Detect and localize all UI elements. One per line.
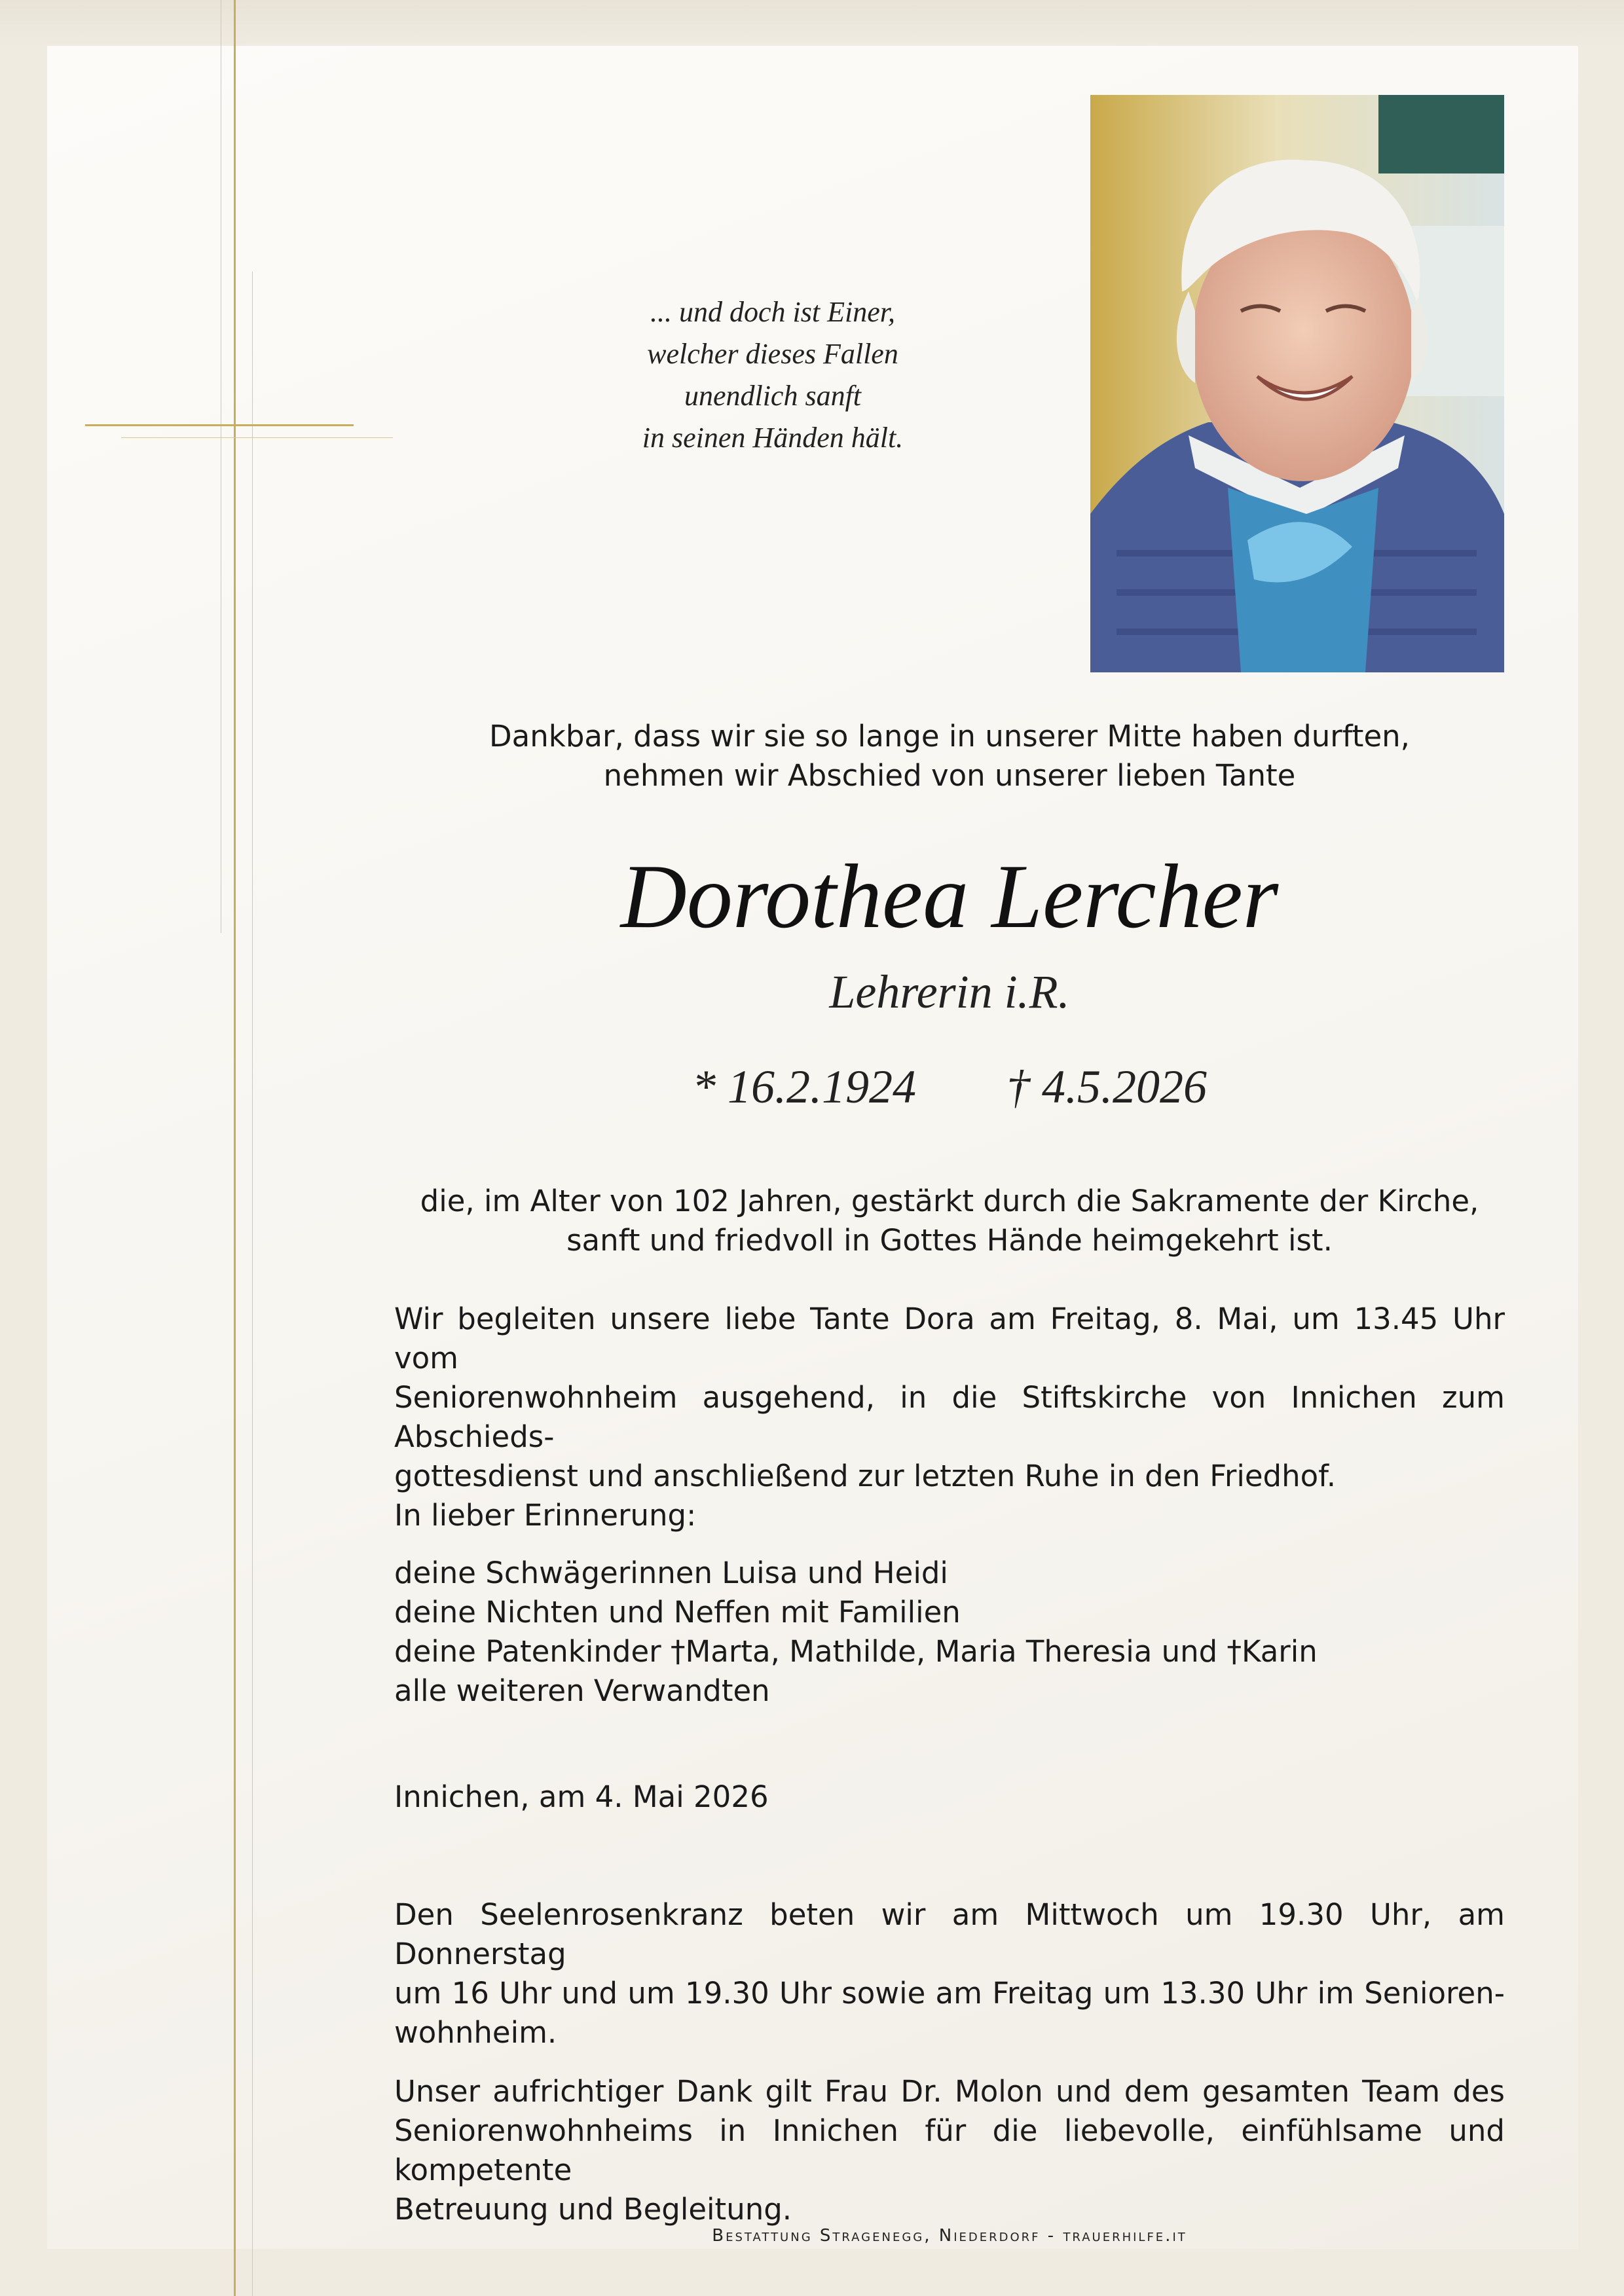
place-date-text: Innichen, am 4. Mai 2026	[394, 1779, 769, 1814]
intro-text	[393, 717, 1506, 795]
thanks-line: Unser aufrichtiger Dank gilt Frau Dr. Molon und dem gesamten Team des	[394, 2074, 1505, 2109]
quote-line: welcher dieses Fallen	[647, 338, 898, 370]
thanks-paragraph	[394, 2072, 1505, 2229]
intro-line: nehmen wir Abschied von unserer lieben Tante	[603, 758, 1296, 793]
rosary-line: Den Seelenrosenkranz beten wir am Mittwoch um 19.30 Uhr, am Donnerstag	[394, 1897, 1505, 1971]
portrait-photo	[1090, 95, 1504, 672]
funeral-line: gottesdienst und anschließend zur letzten Ruhe in den Friedhof.	[394, 1459, 1337, 1493]
page-frame	[0, 0, 1624, 46]
mourner-line: deine Patenkinder †Marta, Mathilde, Maria Theresia und †Karin	[394, 1634, 1318, 1669]
thanks-line: Betreuung und Begleitung.	[394, 2192, 792, 2227]
mourners-heading: In lieber Erinnerung:	[394, 1498, 697, 1533]
rosary-line: um 16 Uhr und um 19.30 Uhr sowie am Freitag um 13.30 Uhr im Senioren-	[394, 1976, 1505, 2011]
thanks-line: Seniorenwohnheims in Innichen für die liebevolle, einfühlsame und kompetente	[394, 2113, 1505, 2187]
funeral-line: Wir begleiten unsere liebe Tante Dora am Freitag, 8. Mai, um 13.45 Uhr vom	[394, 1302, 1505, 1376]
age-text	[393, 1182, 1506, 1260]
death-date: † 4.5.2026	[1006, 1061, 1207, 1113]
mourner-line: deine Schwägerinnen Luisa und Heidi	[394, 1556, 948, 1590]
age-line: die, im Alter von 102 Jahren, gestärkt durch die Sakramente der Kirche,	[420, 1184, 1479, 1218]
place-date	[394, 1777, 1505, 1817]
age-line: sanft und friedvoll in Gottes Hände heimgekehrt ist.	[566, 1223, 1333, 1258]
quote-line: unendlich sanft	[684, 380, 862, 412]
undertaker-footer: Bestattung Stragenegg, Niederdorf - trauerhilfe.it	[712, 2226, 1187, 2246]
birth-date: * 16.2.1924	[692, 1061, 916, 1113]
quote-line: in seinen Händen hält.	[642, 422, 904, 454]
life-dates	[393, 1057, 1506, 1116]
funeral-line: Seniorenwohnheim ausgehend, in die Stiftskirche von Innichen zum Abschieds-	[394, 1380, 1505, 1454]
deceased-name: Dorothea Lercher	[620, 846, 1279, 947]
rosary-line: wohnheim.	[394, 2015, 557, 2050]
quote-line: ... und doch ist Einer,	[650, 296, 895, 328]
mourners-block	[394, 1496, 1505, 1711]
funeral-paragraph	[394, 1300, 1505, 1496]
mourner-line: deine Nichten und Neffen mit Familien	[394, 1595, 961, 1630]
quote-verse	[576, 291, 969, 459]
deceased-title: Lehrerin i.R.	[829, 966, 1070, 1018]
mourner-line: alle weiteren Verwandten	[394, 1673, 770, 1708]
intro-line: Dankbar, dass wir sie so lange in unserer Mitte haben durften,	[489, 719, 1410, 754]
rosary-paragraph	[394, 1895, 1505, 2052]
